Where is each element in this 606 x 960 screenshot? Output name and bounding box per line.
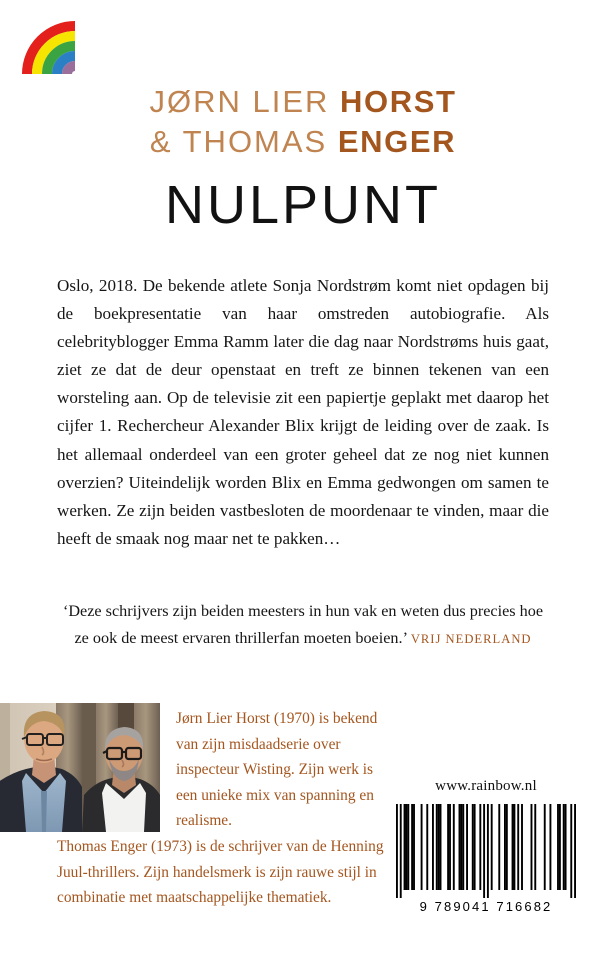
author-horst-surname: HORST bbox=[340, 84, 457, 119]
barcode-area bbox=[386, 778, 586, 914]
author-horst-given: JØRN LIER bbox=[149, 84, 330, 119]
author-names bbox=[0, 82, 606, 163]
author-enger-surname: ENGER bbox=[337, 124, 457, 160]
book-title: NULPUNT bbox=[164, 175, 442, 235]
rainbow-logo bbox=[22, 18, 80, 74]
author-names-line-2 bbox=[0, 122, 606, 162]
authors-bio-part-2: Thomas Enger (1973) is de schrijver van de Henning Juul-thrillers. Zijn handelsmerk is zijn rauwe stijl in combinatie met maatschappelijke thematiek. bbox=[57, 837, 384, 907]
author-enger-given: & THOMAS bbox=[149, 124, 328, 160]
authors-bio-part-1: Jørn Lier Horst (1970) is bekend van zijn misdaadserie over inspecteur Wisting. Zijn werk is een unieke mix van spanning en realisme. bbox=[176, 710, 378, 830]
review-quote-text: ‘Deze schrijvers zijn beiden meesters in hun vak en weten dus precies hoe ze ook de meest ervaren thrillerfan moeten boeien.’ bbox=[62, 602, 544, 647]
author-names-line-1 bbox=[0, 82, 606, 122]
review-quote-block bbox=[57, 598, 549, 653]
back-cover-blurb: Oslo, 2018. De bekende atlete Sonja Nordstrøm komt niet opdagen bij de boekpresentatie van haar omstreden autobiografie. Als celebrityblogger Emma Ramm later die dag naar Nordstrøms huis gaat, ziet ze dat de deur openstaat en treft ze binnen tekenen van een worsteling aan. Op de televisie zit een papiertje geplakt met daarop het cijfer 1. Rechercheur Alexander Blix krijgt de leiding over de zaak. Is het allemaal onderdeel van een groter geheel dat ze nog niet kunnen overzien? Uiteindelijk worden Blix en Emma gedwongen om samen te werken. Ze zijn beiden vastbesloten de moordenaar te vinden, maar die heeft de smaak nog maar net te pakken… bbox=[57, 276, 549, 548]
authors-bio bbox=[57, 706, 393, 911]
rainbow-band-purple bbox=[67, 66, 75, 74]
isbn-barcode bbox=[396, 804, 576, 898]
review-quote-source: VRIJ NEDERLAND bbox=[410, 632, 532, 646]
rainbow-logo-svg bbox=[22, 18, 80, 74]
publisher-website[interactable]: www.rainbow.nl bbox=[435, 778, 537, 794]
isbn-number: 9 789041 716682 bbox=[419, 899, 553, 914]
